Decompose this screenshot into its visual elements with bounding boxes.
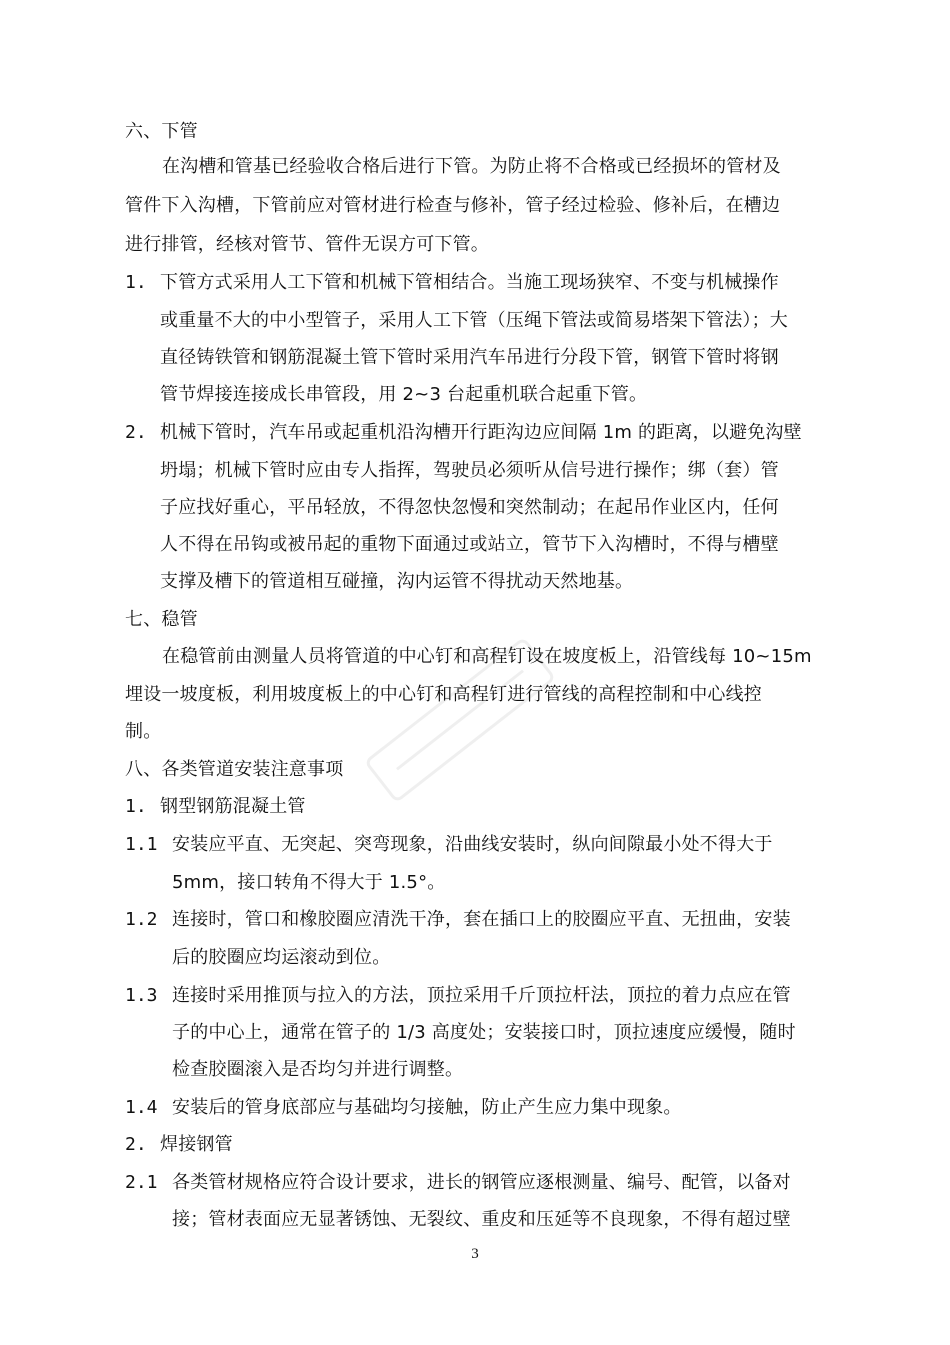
list-item-text: 接；管材表面应无显著锈蚀、无裂纹、重皮和压延等不良现象，不得有超过壁 bbox=[172, 1209, 791, 1230]
list-number: 2. bbox=[125, 422, 147, 443]
list-number: 2.1 bbox=[125, 1172, 158, 1193]
list-item-text: 安装后的管身底部应与基础均匀接触，防止产生应力集中现象。 bbox=[172, 1097, 682, 1118]
list-item-text: 子应找好重心，平吊轻放，不得忽快忽慢和突然制动；在起吊作业区内，任何 bbox=[160, 497, 779, 518]
list-number: 1.4 bbox=[125, 1097, 158, 1118]
list-item-text: 检查胶圈滚入是否均匀并进行调整。 bbox=[172, 1059, 464, 1080]
subheading-text: 钢型钢筋混凝土管 bbox=[160, 796, 306, 817]
list-item-text: 5mm，接口转角不得大于 1.5°。 bbox=[172, 872, 446, 893]
list-number: 1.3 bbox=[125, 985, 158, 1006]
list-item-text: 安装应平直、无突起、突弯现象，沿曲线安装时，纵向间隙最小处不得大于 bbox=[172, 834, 773, 855]
watermark-icon bbox=[330, 600, 590, 840]
list-number: 2. bbox=[125, 1134, 147, 1155]
subheading-text: 焊接钢管 bbox=[160, 1134, 233, 1155]
page-number: 3 bbox=[471, 1246, 479, 1262]
list-number: 1.2 bbox=[125, 909, 158, 930]
paragraph-line: 在稳管前由测量人员将管道的中心钉和高程钉设在坡度板上，沿管线每 10~15m bbox=[162, 646, 812, 667]
paragraph-line: 在沟槽和管基已经验收合格后进行下管。为防止将不合格或已经损坏的管材及 bbox=[162, 156, 781, 177]
list-item-text: 直径铸铁管和钢筋混凝土管下管时采用汽车吊进行分段下管，钢管下管时将钢 bbox=[160, 347, 779, 368]
list-item-text: 或重量不大的中小型管子，采用人工下管（压绳下管法或简易塔架下管法）；大 bbox=[160, 310, 788, 331]
list-item-text: 人不得在吊钩或被吊起的重物下面通过或站立，管节下入沟槽时，不得与槽壁 bbox=[160, 534, 779, 555]
list-item-text: 连接时采用推顶与拉入的方法，顶拉采用千斤顶拉杆法，顶拉的着力点应在管 bbox=[172, 985, 791, 1006]
list-item-text: 后的胶圈应均运滚动到位。 bbox=[172, 947, 391, 968]
list-item-text: 管节焊接连接成长串管段，用 2~3 台起重机联合起重下管。 bbox=[160, 384, 648, 405]
list-number: 1. bbox=[125, 272, 147, 293]
list-item-text: 各类管材规格应符合设计要求，进长的钢管应逐根测量、编号、配管，以备对 bbox=[172, 1172, 791, 1193]
list-item-text: 支撑及槽下的管道相互碰撞，沟内运管不得扰动天然地基。 bbox=[160, 571, 634, 592]
paragraph-line: 进行排管，经核对管节、管件无误方可下管。 bbox=[125, 234, 489, 255]
list-number: 1. bbox=[125, 796, 147, 817]
section-heading-lowering: 六、下管 bbox=[125, 121, 198, 142]
paragraph-line: 管件下入沟槽，下管前应对管材进行检查与修补，管子经过检验、修补后，在槽边 bbox=[125, 195, 781, 216]
list-number: 1.1 bbox=[125, 834, 158, 855]
list-item-text: 机械下管时，汽车吊或起重机沿沟槽开行距沟边应间隔 1m 的距离，以避免沟壁 bbox=[160, 422, 802, 443]
paragraph-line: 埋设一坡度板，利用坡度板上的中心钉和高程钉进行管线的高程控制和中心线控 bbox=[125, 684, 762, 705]
list-item-text: 坍塌；机械下管时应由专人指挥，驾驶员必须听从信号进行操作；绑（套）管 bbox=[160, 460, 779, 481]
section-heading-stabilizing: 七、稳管 bbox=[125, 609, 198, 630]
paragraph-line: 制。 bbox=[125, 721, 162, 742]
section-heading-installation: 八、各类管道安装注意事项 bbox=[125, 759, 344, 780]
list-item-text: 连接时，管口和橡胶圈应清洗干净，套在插口上的胶圈应平直、无扭曲，安装 bbox=[172, 909, 791, 930]
list-item-text: 子的中心上，通常在管子的 1/3 高度处；安装接口时，顶拉速度应缓慢，随时 bbox=[172, 1022, 796, 1043]
list-item-text: 下管方式采用人工下管和机械下管相结合。当施工现场狭窄、不变与机械操作 bbox=[160, 272, 779, 293]
